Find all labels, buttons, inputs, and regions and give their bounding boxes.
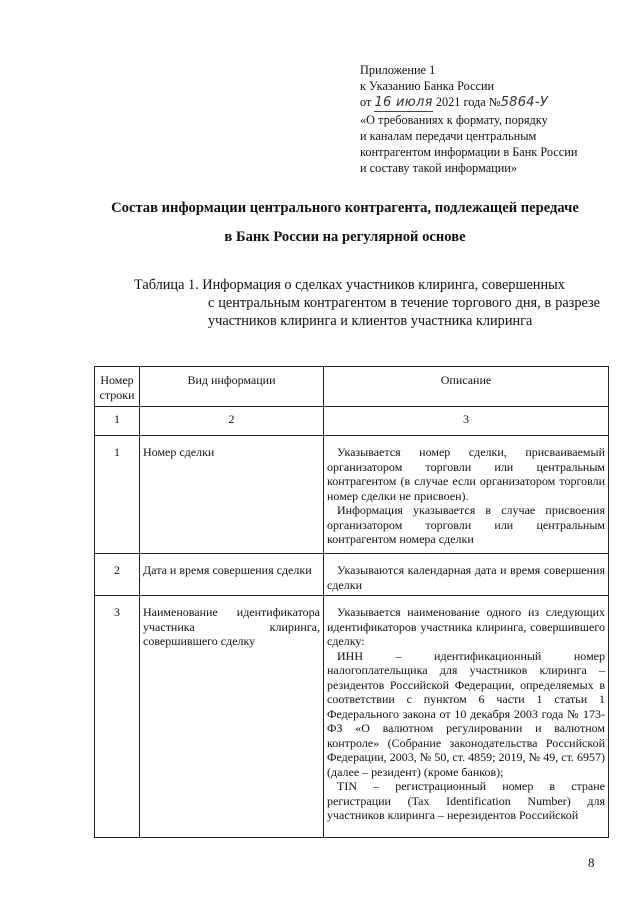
header-cell: Номер строки [95, 367, 140, 407]
description-paragraph: Указываются календарная дата и время совершения сделки [327, 563, 605, 592]
description-paragraph: Указывается номер сделки, присваиваемый организатором торговли или центральным контрагентом (в случае если организатором торговли номер сделки не присвоен). [327, 445, 605, 503]
handwritten-date: 16 июля [374, 95, 433, 110]
info-kind-cell: Наименование идентификатора участника клиринга, совершившего сделку [140, 596, 324, 838]
handwritten-number: 5864-У [500, 95, 549, 110]
header-cell: Вид информации [140, 367, 324, 407]
table-caption-rest: с центральным контрагентом в течение торгового дня, в разрезе участников клиринга и клиентов участника клиринга [208, 295, 600, 329]
appendix-line: контрагентом информации в Банк России [360, 145, 578, 159]
column-number-row [95, 407, 609, 436]
document-title-line-2: в Банк России на регулярной основе [224, 229, 466, 245]
appendix-line: и каналам передачи центральным [360, 129, 537, 143]
appendix-date-line [360, 94, 610, 112]
description-paragraph: Информация указывается в случае присвоения организатором торговли или центральным контрагентом номера сделки [327, 503, 605, 546]
table-row [95, 596, 609, 838]
column-number-cell: 2 [140, 407, 324, 436]
description-cell [324, 436, 609, 554]
table-row [95, 436, 609, 554]
column-number-cell: 3 [324, 407, 609, 436]
appendix-line: к Указанию Банка России [360, 79, 495, 93]
table-row [95, 554, 609, 596]
description-cell [324, 554, 609, 596]
table-caption [134, 276, 600, 330]
info-kind-cell: Дата и время совершения сделки [140, 554, 324, 596]
header-cell: Описание [324, 367, 609, 407]
appendix-line: «О требованиях к формату, порядку [360, 113, 548, 127]
description-paragraph: ИНН – идентификационный номер налогоплательщика для участников клиринга – резидентов Российской Федерации, определяемых в соответствии с пунктом 6 части 1 статьи 1 Федерального закона от 10 декабря 2003 года № 173-ФЗ «О валютном регулировании и валютном контроле» (Собрание законодательства Российской Федерации, 2003, № 50, ст. 4859; 2019, № 49, ст. 6957) (далее – резидент) (кроме банков); [327, 648, 605, 779]
description-cell [324, 596, 609, 838]
appendix-header [360, 62, 610, 176]
page-number: 8 [588, 855, 595, 870]
column-number-cell: 1 [95, 407, 140, 436]
appendix-year: 2021 года № [435, 95, 501, 109]
description-paragraph: Указывается наименование одного из следующих идентификаторов участника клиринга, совершившего сделку: [327, 605, 605, 648]
info-table [94, 366, 609, 838]
document-title-line-1: Состав информации центрального контрагента, подлежащей передаче [111, 200, 579, 216]
table-header-row [95, 367, 609, 407]
row-number-cell: 2 [95, 554, 140, 596]
appendix-line: и составу такой информации» [360, 161, 518, 175]
description-paragraph: TIN – регистрационный номер в стране регистрации (Tax Identification Number) для участников клиринга – нерезидентов Российской [327, 779, 605, 822]
info-kind-cell: Номер сделки [140, 436, 324, 554]
row-number-cell: 1 [95, 436, 140, 554]
appendix-line: Приложение 1 [360, 63, 436, 77]
appendix-from: от [360, 95, 372, 109]
row-number-cell: 3 [95, 596, 140, 838]
table-caption-first-line: Таблица 1. Информация о сделках участников клиринга, совершенных [134, 277, 565, 293]
